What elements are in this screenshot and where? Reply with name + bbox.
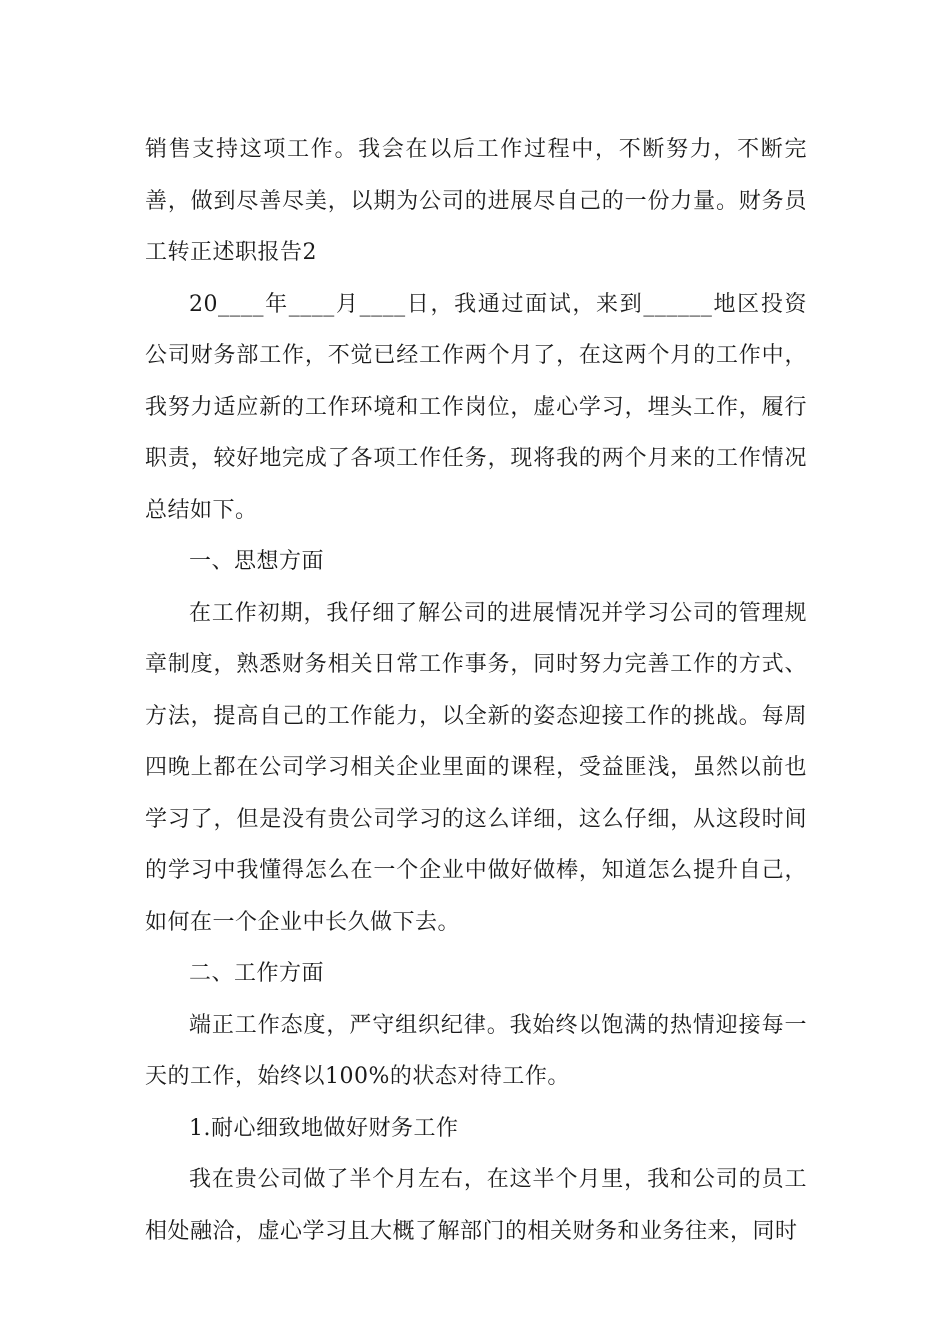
document-body xyxy=(145,124,807,1257)
paragraph-finance-work: 我在贵公司做了半个月左右，在这半个月里，我和公司的员工相处融洽，虚心学习且大概了解部门的相关财务和业务往来，同时 xyxy=(145,1167,807,1244)
section-heading-thought: 一、思想方面 xyxy=(189,549,325,574)
paragraph-closing: 销售支持这项工作。我会在以后工作过程中，不断努力，不断完善，做到尽善尽美，以期为公司的进展尽自己的一份力量。财务员工转正述职报告2 xyxy=(145,137,807,265)
paragraph-intro: 20____年____月____日，我通过面试，来到______地区投资公司财务部工作，不觉已经工作两个月了，在这两个月的工作中，我努力适应新的工作环境和工作岗位，虚心学习，埋头工作，履行职责，较好地完成了各项工作任务，现将我的两个月来的工作情况总结如下。 xyxy=(145,291,807,523)
paragraph-work-attitude: 端正工作态度，严守组织纪律。我始终以饱满的热情迎接每一天的工作，始终以100%的状态对待工作。 xyxy=(145,1012,807,1089)
subheading-finance-work: 1.耐心细致地做好财务工作 xyxy=(189,1115,459,1141)
section-heading-work: 二、工作方面 xyxy=(189,961,325,986)
paragraph-thought: 在工作初期，我仔细了解公司的进展情况并学习公司的管理规章制度，熟悉财务相关日常工作事务，同时努力完善工作的方式、方法，提高自己的工作能力，以全新的姿态迎接工作的挑战。每周四晚上都在公司学习相关企业里面的课程，受益匪浅，虽然以前也学习了，但是没有贵公司学习的这么详细，这么仔细，从这段时间的学习中我懂得怎么在一个企业中做好做棒，知道怎么提升自己，如何在一个企业中长久做下去。 xyxy=(145,600,807,935)
